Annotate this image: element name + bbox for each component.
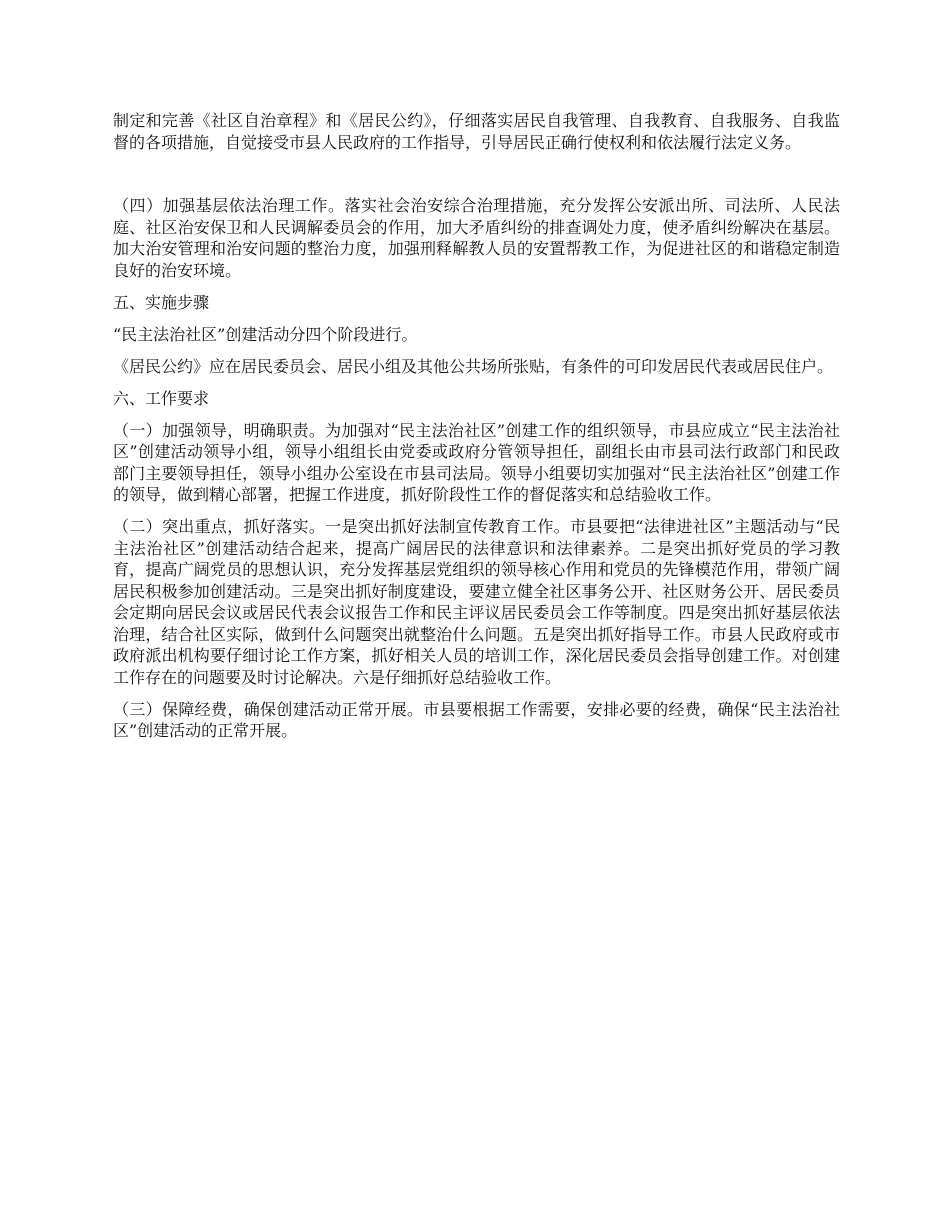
paragraph-section-four: （四）加强基层依法治理工作。落实社会治安综合治理措施，充分发挥公安派出所、司法所、人民法庭、社区治安保卫和人民调解委员会的作用，加大矛盾纠纷的排查调处力度，使矛盾纠纷解决在基层。加大治安管理和治安问题的整治力度，加强刑释解教人员的安置帮教工作，为促进社区的和谐稳定制造良好的治安环境。 [113, 196, 840, 280]
document-body [113, 110, 840, 752]
paragraph-requirement-one: （一）加强领导，明确职责。为加强对“民主法治社区”创建工作的组织领导，市县应成立“民主法治社区”创建活动领导小组，领导小组组长由党委或政府分管领导担任，副组长由市县司法行政部门和民政部门主要领导担任，领导小组办公室设在市县司法局。领导小组要切实加强对“民主法治社区”创建工作的领导，做到精心部署，把握工作进度，抓好阶段性工作的督促落实和总结验收工作。 [113, 420, 840, 504]
paragraph-four-stages: “民主法治社区”创建活动分四个阶段进行。 [113, 324, 418, 344]
paragraph-self-governance: 制定和完善《社区自治章程》和《居民公约》，仔细落实居民自我管理、自我教育、自我服务、自我监督的各项措施，自觉接受市县人民政府的工作指导，引导居民正确行使权利和依法履行法定义务。 [113, 111, 840, 152]
paragraph-requirement-two: （二）突出重点，抓好落实。一是突出抓好法制宣传教育工作。市县要把“法律进社区”主题活动与“民主法治社区”创建活动结合起来，提高广阔居民的法律意识和法律素养。二是突出抓好党员的学习教育，提高广阔党员的思想认识，充分发挥基层党组织的领导核心作用和党员的先锋模范作用，带领广阔居民积极参加创建活动。三是突出抓好制度建设，要建立健全社区事务公开、社区财务公开、居民委员会定期向居民会议或居民代表会议报告工作和民主评议居民委员会工作等制度。四是突出抓好基层依法治理，结合社区实际，做到什么问题突出就整治什么问题。五是突出抓好指导工作。市县人民政府或市政府派出机构要仔细讨论工作方案，抓好相关人员的培训工作，深化居民委员会指导创建工作。对创建工作存在的问题要及时讨论解决。六是仔细抓好总结验收工作。 [113, 517, 840, 687]
paragraph-requirement-three: （三）保障经费，确保创建活动正常开展。市县要根据工作需要，安排必要的经费，确保“民主法治社区”创建活动的正常开展。 [113, 699, 840, 740]
paragraph-resident-convention: 《居民公约》应在居民委员会、居民小组及其他公共场所张贴，有条件的可印发居民代表或居民住户。 [113, 356, 834, 376]
heading-work-requirements: 六、工作要求 [113, 388, 210, 408]
heading-implementation-steps: 五、实施步骤 [113, 292, 210, 312]
